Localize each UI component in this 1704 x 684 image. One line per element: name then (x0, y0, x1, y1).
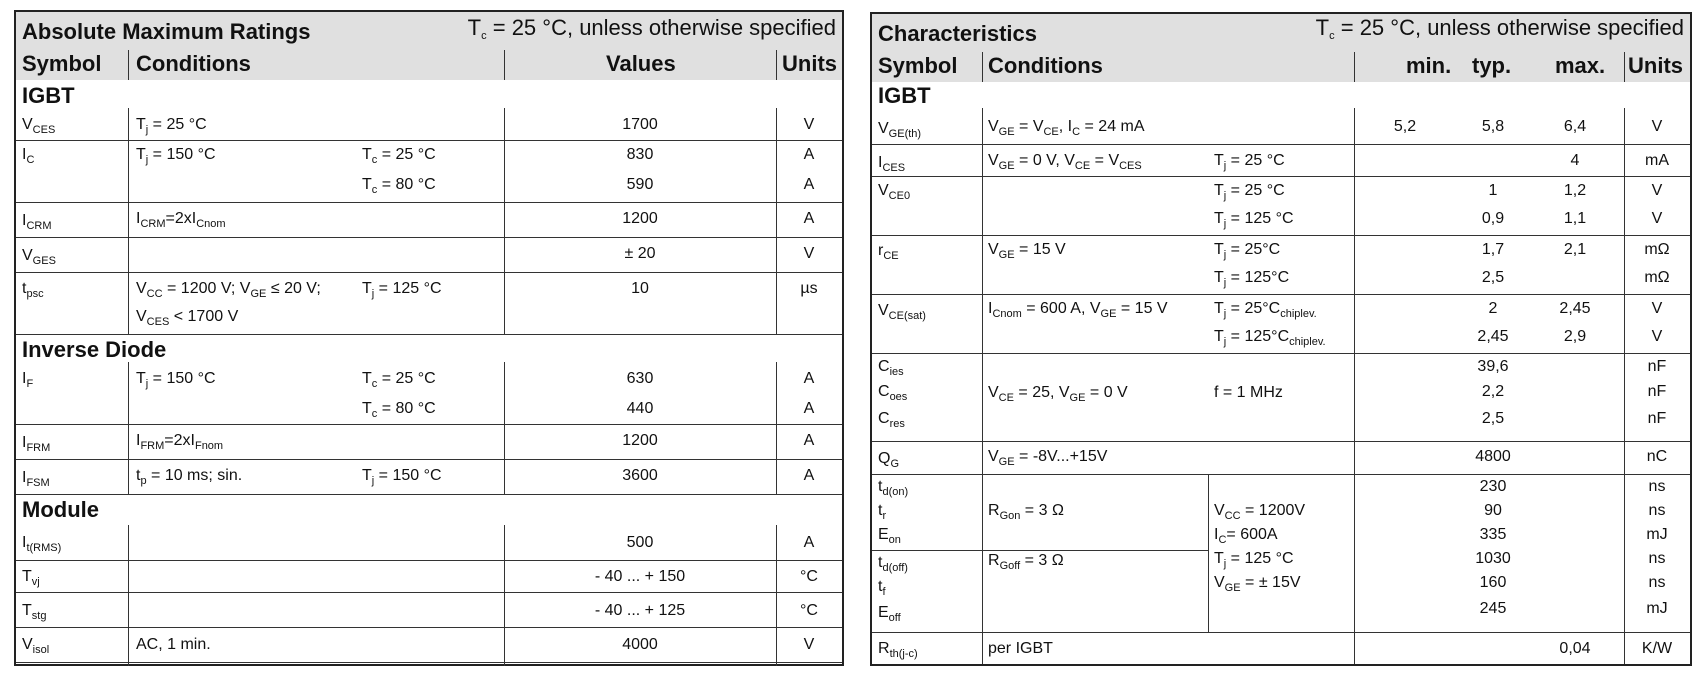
symbol-vces: $V_{CES}$ (22, 116, 56, 136)
unit-itrms: A (803, 534, 815, 551)
max-rce-1: 2,1 (1563, 241, 1587, 258)
unit-tdoff: ns (1648, 550, 1666, 567)
unit-tf: ns (1648, 574, 1666, 591)
symbol-vce0: $V_{CE0}$ (878, 182, 911, 202)
value-tstg: - 40 ... + 125 (594, 602, 686, 619)
cond-vces: $T_j = 25$ °C (136, 116, 207, 136)
unit-vce0-2: V (1651, 210, 1663, 227)
value-if-1: 630 (626, 370, 654, 387)
cond-if-tc2: $T_c = 80$ °C (362, 400, 436, 420)
cond-tpsc-1: $V_{CC} = 1200$ V; $V_{GE} \le 20$ V; (136, 280, 321, 300)
section-module: Module (22, 497, 99, 522)
symbol-icrm: $I_{CRM}$ (22, 212, 52, 232)
symbol-itrms: $I_{t(RMS)}$ (22, 534, 62, 554)
unit-tvj: °C (800, 568, 818, 585)
symbol-ifsm: $I_{FSM}$ (22, 469, 50, 489)
unit-vces: V (803, 116, 815, 133)
spec-condition: $T_c = 25$ °C, unless otherwise specified (467, 15, 836, 42)
cond-sw-tj: $T_j = 125$ °C (1214, 550, 1294, 570)
cond-ices: $V_{GE} = 0$ V, $V_{CE} = V_{CES}$ (988, 152, 1142, 172)
unit-eoff: mJ (1646, 600, 1668, 617)
value-ifrm: 1200 (622, 432, 658, 449)
cond-caps: $V_{CE} = 25$, $V_{GE} = 0$ V (988, 384, 1128, 404)
unit-if-1: A (803, 370, 815, 387)
cond-ifrm: $I_{FRM}=2xI_{Fnom}$ (136, 432, 224, 452)
unit-tstg: °C (800, 602, 818, 619)
unit-rce-1: mΩ (1644, 241, 1670, 258)
header-units: Units (782, 51, 837, 76)
cond-sw-vge: $V_{GE}$ = ± 15V (1214, 574, 1301, 594)
unit-tr: ns (1648, 502, 1666, 519)
cond-ifsm: $t_p = 10$ ms; sin. (136, 467, 243, 487)
cond-rgoff: $R_{Goff} = 3$ Ω (988, 552, 1064, 572)
typ-qg: 4800 (1475, 448, 1511, 465)
header-values: Values (606, 51, 676, 76)
unit-tdon: ns (1648, 478, 1666, 495)
unit-icrm: A (803, 210, 815, 227)
cond-sw-vcc: $V_{CC} = 1200V$ (1214, 502, 1306, 522)
symbol-tf: $t_f$ (878, 578, 886, 598)
value-itrms: 500 (626, 534, 654, 551)
value-tvj: - 40 ... + 150 (594, 568, 686, 585)
unit-qg: nC (1646, 448, 1668, 465)
cond-vce0-tj2: $T_j = 125$ °C (1214, 210, 1294, 230)
typ-tf: 160 (1479, 574, 1507, 591)
unit-ifsm: A (803, 467, 815, 484)
header-units: Units (1628, 53, 1683, 78)
max-vgeth: 6,4 (1563, 118, 1587, 135)
cond-ifsm-tj: $T_j = 150$ °C (362, 467, 442, 487)
symbol-vges: $V_{GES}$ (22, 247, 56, 267)
section-igbt: IGBT (22, 83, 75, 108)
cond-sw-ic: $I_C= 600A$ (1214, 526, 1278, 546)
cond-visol: AC, 1 min. (136, 636, 211, 653)
symbol-eon: $E_{on}$ (878, 526, 901, 546)
typ-coes: 2,2 (1481, 383, 1505, 400)
header-typ: typ. (1472, 53, 1512, 78)
header-symbol: Symbol (22, 51, 102, 76)
cond-rce-tj2: $T_j = 125^\circ C$ (1214, 269, 1290, 289)
cond-vcesat-tj1: $T_j = 25^\circ C_{chiplev.}$ (1214, 300, 1317, 320)
cond-if-tc1: $T_c = 25$ °C (362, 370, 436, 390)
unit-vgeth: V (1651, 118, 1663, 135)
cond-vgeth: $V_{GE} = V_{CE}$, $I_C = 24$ mA (988, 118, 1145, 138)
cond-qg: $V_{GE} = -8V...+15V$ (988, 448, 1108, 468)
cond-ic: $T_j = 150$ °C (136, 146, 216, 166)
typ-vce0-1: 1 (1488, 182, 1498, 199)
cond-rgon: $R_{Gon} = 3$ Ω (988, 502, 1064, 522)
typ-eoff: 245 (1479, 600, 1507, 617)
cond-rth: per IGBT (988, 640, 1053, 657)
symbol-qg: $Q_G$ (878, 450, 900, 470)
cond-icrm: $I_{CRM}=2xI_{Cnom}$ (136, 210, 226, 230)
symbol-eoff: $E_{off}$ (878, 604, 901, 624)
min-vgeth: 5,2 (1393, 118, 1417, 135)
cond-vcesat: $I_{Cnom} = 600$ A, $V_{GE} = 15$ V (988, 300, 1168, 320)
symbol-ices: $I_{CES}$ (878, 154, 906, 174)
max-vce0-1: 1,2 (1563, 182, 1587, 199)
unit-vce0-1: V (1651, 182, 1663, 199)
symbol-vcesat: $V_{CE(sat)}$ (878, 302, 926, 322)
symbol-tdon: $t_{d(on)}$ (878, 478, 909, 498)
value-vces: 1700 (622, 116, 658, 133)
cond-rce-tj1: $T_j = 25^\circ C$ (1214, 241, 1281, 261)
table-title: Absolute Maximum Ratings (22, 19, 311, 44)
symbol-if: $I_F$ (22, 370, 34, 390)
header-conditions: Conditions (988, 53, 1103, 78)
symbol-vgeth: $V_{GE(th)}$ (878, 120, 922, 140)
typ-vce0-2: 0,9 (1481, 210, 1505, 227)
unit-ifrm: A (803, 432, 815, 449)
symbol-tvj: $T_{vj}$ (22, 568, 40, 588)
value-tpsc: 10 (631, 280, 649, 297)
symbol-rce: $r_{CE}$ (878, 242, 899, 262)
header-symbol: Symbol (878, 53, 958, 78)
value-vges: ± 20 (624, 245, 656, 262)
unit-if-2: A (803, 400, 815, 417)
unit-rth: K/W (1641, 640, 1673, 657)
symbol-rth: $R_{th(j-c)}$ (878, 640, 918, 660)
unit-vcesat-2: V (1651, 328, 1663, 345)
unit-tpsc: µs (800, 280, 818, 297)
max-vcesat-1: 2,45 (1559, 300, 1591, 317)
typ-eon: 335 (1479, 526, 1507, 543)
typ-tr: 90 (1484, 502, 1502, 519)
symbol-ic: $I_C$ (22, 146, 35, 166)
symbol-tstg: $T_{stg}$ (22, 602, 47, 622)
absolute-max-ratings-table (14, 10, 844, 666)
unit-visol: V (803, 636, 815, 653)
characteristics-table (870, 12, 1692, 666)
cond-ic-tc2: $T_c = 80$ °C (362, 176, 436, 196)
value-icrm: 1200 (622, 210, 658, 227)
symbol-tdoff: $t_{d(off)}$ (878, 554, 908, 574)
typ-tdon: 230 (1479, 478, 1507, 495)
value-ifsm: 3600 (622, 467, 658, 484)
cond-rce: $V_{GE} = 15$ V (988, 241, 1066, 261)
symbol-ifrm: $I_{FRM}$ (22, 434, 51, 454)
symbol-cies: $C_{ies}$ (878, 358, 904, 378)
unit-coes: nF (1647, 383, 1667, 400)
typ-vcesat-2: 2,45 (1477, 328, 1509, 345)
cond-vce0-tj1: $T_j = 25$ °C (1214, 182, 1285, 202)
section-inverse-diode: Inverse Diode (22, 337, 167, 362)
symbol-tpsc: $t_{psc}$ (22, 280, 44, 300)
typ-cies: 39,6 (1477, 358, 1509, 375)
value-ic-1: 830 (626, 146, 654, 163)
unit-ices: mA (1645, 152, 1669, 169)
cond-tpsc-2: $V_{CES} < 1700$ V (136, 308, 239, 328)
symbol-tr: $t_r$ (878, 502, 887, 522)
symbol-cres: $C_{res}$ (878, 410, 905, 430)
unit-cies: nF (1647, 358, 1667, 375)
cond-if: $T_j = 150$ °C (136, 370, 216, 390)
unit-vges: V (803, 245, 815, 262)
table-title: Characteristics (878, 21, 1037, 46)
typ-cres: 2,5 (1481, 410, 1505, 427)
unit-rce-2: mΩ (1644, 269, 1670, 286)
spec-condition: $T_c = 25$ °C, unless otherwise specified (1315, 15, 1684, 42)
unit-ic-1: A (803, 146, 815, 163)
max-vcesat-2: 2,9 (1563, 328, 1587, 345)
cond-tpsc-tj: $T_j = 125$ °C (362, 280, 442, 300)
typ-rce-1: 1,7 (1481, 241, 1505, 258)
header-max: max. (1555, 53, 1606, 78)
typ-tdoff: 1030 (1475, 550, 1511, 567)
cond-caps-freq: f = 1 MHz (1214, 384, 1283, 401)
value-visol: 4000 (622, 636, 658, 653)
symbol-visol: $V_{isol}$ (22, 636, 50, 656)
typ-vcesat-1: 2 (1488, 300, 1498, 317)
unit-eon: mJ (1646, 526, 1668, 543)
cond-vcesat-tj2: $T_j = 125^\circ C_{chiplev.}$ (1214, 328, 1326, 348)
value-ic-2: 590 (626, 176, 654, 193)
symbol-coes: $C_{oes}$ (878, 383, 908, 403)
value-if-2: 440 (626, 400, 654, 417)
cond-ic-tc1: $T_c = 25$ °C (362, 146, 436, 166)
section-igbt: IGBT (878, 83, 931, 108)
unit-vcesat-1: V (1651, 300, 1663, 317)
typ-vgeth: 5,8 (1481, 118, 1505, 135)
header-conditions: Conditions (136, 51, 251, 76)
unit-ic-2: A (803, 176, 815, 193)
cond-ices-tj: $T_j = 25$ °C (1214, 152, 1285, 172)
unit-cres: nF (1647, 410, 1667, 427)
max-rth: 0,04 (1559, 640, 1591, 657)
max-vce0-2: 1,1 (1563, 210, 1587, 227)
typ-rce-2: 2,5 (1481, 269, 1505, 286)
max-ices: 4 (1570, 152, 1580, 169)
header-min: min. (1406, 53, 1452, 78)
